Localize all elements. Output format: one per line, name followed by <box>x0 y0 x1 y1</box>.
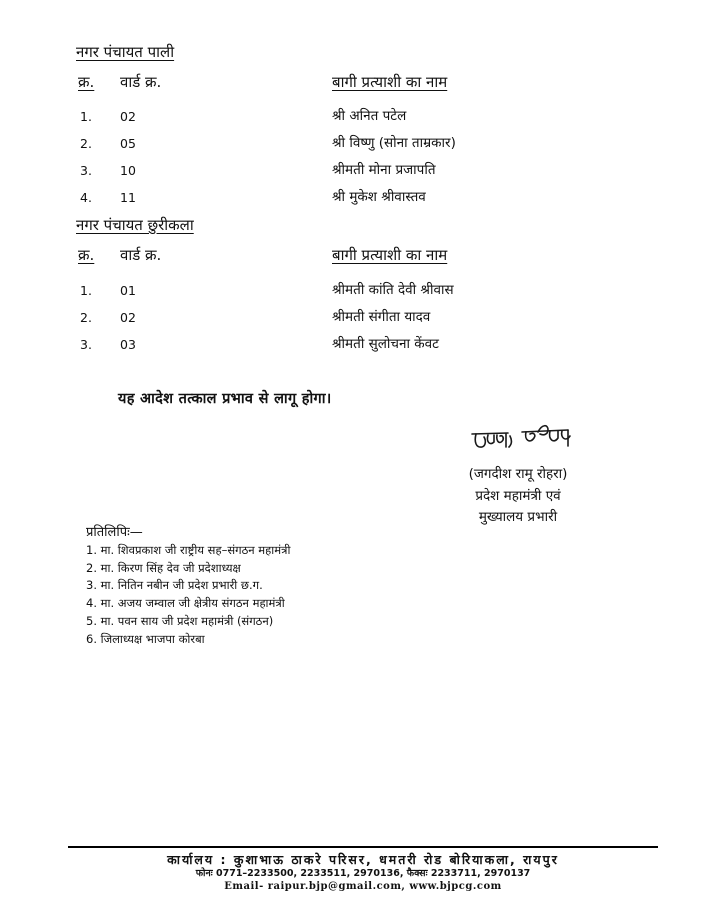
handwritten-signature <box>468 420 580 458</box>
row-serial: 4. <box>80 190 92 205</box>
list-item: 2. मा. किरण सिंह देव जी प्रदेशाध्यक्ष <box>86 561 241 575</box>
row-serial: 1. <box>80 109 92 124</box>
row-name: श्रीमती कांति देवी श्रीवास <box>332 282 454 298</box>
order-statement: यह आदेश तत्काल प्रभाव से लागू होगा। <box>118 391 332 407</box>
section-title-pali: नगर पंचायत पाली <box>76 43 175 61</box>
row-ward: 03 <box>120 337 136 352</box>
row-serial: 3. <box>80 163 92 178</box>
row-serial: 3. <box>80 337 92 352</box>
signatory-name: (जगदीश रामू रोहरा) <box>468 466 568 482</box>
row-ward: 02 <box>120 109 136 124</box>
header-ward: वार्ड क्र. <box>120 73 162 91</box>
row-ward: 02 <box>120 310 136 325</box>
list-item: 3. मा. नितिन नबीन जी प्रदेश प्रभारी छ.ग. <box>86 578 263 592</box>
row-name: श्रीमती संगीता यादव <box>332 309 431 325</box>
row-serial: 1. <box>80 283 92 298</box>
footer-divider <box>68 846 658 848</box>
signatory-designation-1: प्रदेश महामंत्री एवं <box>475 488 561 504</box>
row-ward: 05 <box>120 136 136 151</box>
list-item: 6. जिलाध्यक्ष भाजपा कोरबा <box>86 632 205 646</box>
row-ward: 01 <box>120 283 136 298</box>
footer-phone: फोनः 0771–2233500, 2233511, 2970136, फैक्सः 2233711, 2970137 <box>195 868 531 879</box>
list-item: 1. मा. शिवप्रकाश जी राष्ट्रीय सह–संगठन महामंत्री <box>86 543 291 557</box>
row-serial: 2. <box>80 310 92 325</box>
header-name: बागी प्रत्याशी का नाम <box>332 73 448 91</box>
row-ward: 10 <box>120 163 136 178</box>
header-serial: क्र. <box>78 73 95 91</box>
footer-address: कार्यालय : कुशाभाऊ ठाकरे परिसर, धमतरी रोड बोरियाकला, रायपुर <box>167 852 559 867</box>
row-ward: 11 <box>120 190 136 205</box>
row-serial: 2. <box>80 136 92 151</box>
header-serial: क्र. <box>78 246 95 264</box>
row-name: श्रीमती मोना प्रजापति <box>332 162 436 178</box>
list-item: 4. मा. अजय जम्वाल जी क्षेत्रीय संगठन महामंत्री <box>86 596 285 610</box>
signatory-designation-2: मुख्यालय प्रभारी <box>478 509 558 525</box>
copies-title: प्रतिलिपिः— <box>86 525 143 540</box>
header-ward: वार्ड क्र. <box>120 246 162 264</box>
row-name: श्रीमती सुलोचना केंवट <box>332 336 439 352</box>
section-title-churikala: नगर पंचायत छुरीकला <box>76 216 194 234</box>
footer-email: Email- raipur.bjp@gmail.com, www.bjpcg.com <box>224 881 502 892</box>
row-name: श्री मुकेश श्रीवास्तव <box>332 189 426 205</box>
header-name: बागी प्रत्याशी का नाम <box>332 246 448 264</box>
list-item: 5. मा. पवन साय जी प्रदेश महामंत्री (संगठन) <box>86 614 274 628</box>
row-name: श्री विष्णु (सोना ताम्रकार) <box>332 135 456 151</box>
row-name: श्री अनित पटेल <box>332 108 407 124</box>
